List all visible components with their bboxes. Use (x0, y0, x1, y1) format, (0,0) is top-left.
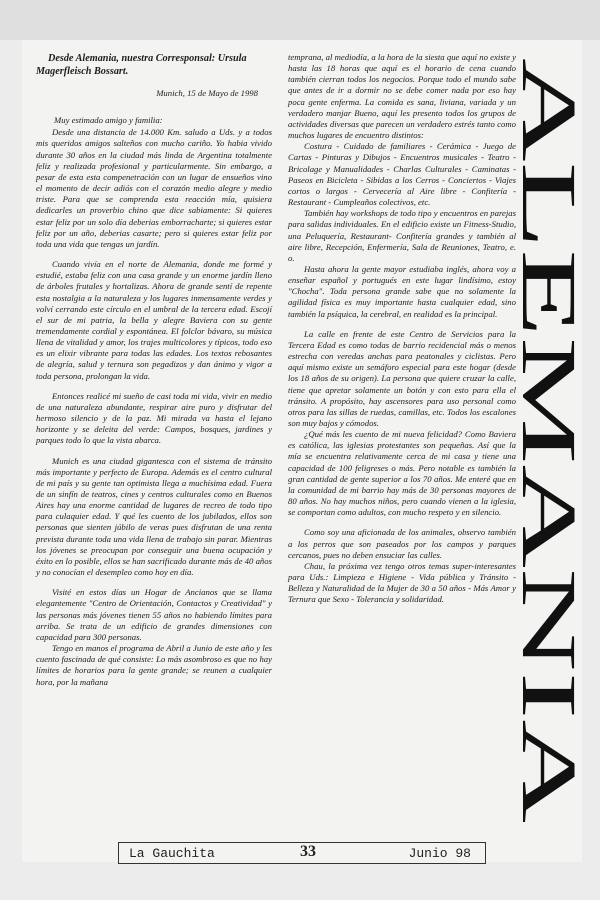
section-title-vertical (506, 58, 593, 828)
paragraph: Entonces realicé mi sueño de casi toda mi vida, vivir en medio de una naturaleza abundante, respirar aire puro y disfrutar del hermoso silencio y de la paz. Mi mirada va hasta el lejano horizonte y se deleita del verde: Campos, bosques, jardines y parques todo lo que la vista abarca. (36, 390, 272, 446)
scan-top-margin (0, 0, 600, 40)
page-number: 33 (300, 843, 316, 860)
paragraph: Munich es una ciudad gigantesca con el sistema de tránsito más importante y perfecto de Europa. Además es el centro cultural de mi país y su gente tan optimista llega a muchísima edad. Fuera de un sinfín de teatros, cines y centros culturales como en Buenos Aires hay una enorme cantidad de lugares de recreo de todo tipo para culaquier edad. Y qué les cuento de los jubilados, ellos son personas que sienten júbilo de veras pues disfrutan de una renta prevista durante toda una vida llena de trabajo sin parar. Mientras los jóvenes se preocupan por conseguir una buena ocupación y éxito en lo posible, ellos se han sacrificado durante más de 40 años y no conocían el desempleo como hoy en día. (36, 455, 272, 578)
activities-list: Costura - Cuidado de familiares - Cerámica - Juego de Cartas - Pinturas y Dibujos - Encuentros musicales - Teatro - Bricolage y Manualidades - Charlas Culturales - Caminatas - Paseos en Bicicleta - Sibidas a los Cerros - Conciertos - Viajes cortos o largos - Cervecería al Aire libre - Confitería - Restaurant - Cumpleaños colectivos, etc. (288, 141, 516, 208)
paragraph: Tengo en manos el programa de Abril a Junio de este año y les cuento fascinada de qué consiste: Lo más asombroso es que no hay límites de horarios para la gente grande; se reunen a cualquier hora, por la mañana (36, 643, 272, 687)
paragraph: La calle en frente de este Centro de Servicios para la Tercera Edad es como todas de barrio recidencial más o menos estrecha con veredas anchas para peatonales y ciclistas. Pero aquí mismo existe un semáforo especial para este hogar (desde los 18 años de su origen). La persona que quiere cruzar la calle, tiene que apretar solamente un botón y con esto para ella el tránsito. A propósito, hay ascensores para uso personal como otros para las sillas de ruedas, camillas, etc. Todos los escalones son muy bajos y cómodos. (288, 328, 516, 428)
page-footer (118, 842, 486, 864)
article-heading: Desde Alemania, nuestra Corresponsal: Ursula Magerfleisch Bossart. (36, 53, 247, 77)
paragraph: Como soy una aficionada de los animales, observo también a los perros que son paseados por los campos y parques cercanos, pues no deben ensuciar las calles. (288, 527, 516, 560)
paragraph: Hasta ahora la gente mayor estudiaba inglés, ahora voy a enseñar español y portugués en este lugar lindísimo, estoy "Chocha". Toda persona grande sabe que no solamente la agilidad física es muy importante hasta cualquier edad, sino también la psíquica, la cerebral, en realidad es la principal. (288, 263, 516, 319)
paragraph: ¿Qué más les cuento de mi nueva felicidad? Como Baviera es católica, las iglesias protestantes son pequeñas. Así que la mía se encuentra relativamente cerca de mi casa y tiene una capacidad de 100 feligreses o más. Pero notable es también la gran cantidad de gente superior a los 70 años. Me enteré que en la comunidad de mi barrio hay más de 30 personas mayores de 80 años. No hay muchos niños, pero cuando vienen a la iglesia, se comportan como adultos, con mucho respeto y en silencio. (288, 429, 516, 518)
paragraph-continuation: temprana, al mediodía, a la hora de la siesta que aquí no existe y hasta las 18 horas que aquí es el horario de cena cuando también cierran todos los negocios. Porque todo el mundo sabe que antes de ir a dormir no se debe comer nada por eso hay poca gente enferma. La comida es sana, liviana, variada y un verdadero manjar Bueno, aquí les presento todos los grupos de actividades diversas que parecen un verdadero estrés tanto como muchos lugares de encuentro distintos: (288, 52, 516, 141)
magazine-name: La Gauchita (129, 846, 215, 861)
paragraph: Visité en estos días un Hogar de Ancianos que se llama elegantemente "Centro de Orientación, Contactos y Creatividad" y las personas más jóvenes tienen 55 años no habiendo límites para arriba. Se trata de un edificio de grandes dimensiones con capacidad para 300 personas. (36, 587, 272, 642)
greeting: Muy estimado amigo y familia: (54, 115, 163, 126)
paragraph: Chau, la próxima vez tengo otros temas super-interesantes para Uds.: Limpieza e Higiene - Vida pública y Tránsito - Belleza y Naturalidad de la Mujer de 30 a 50 años - Más Amor y Ternura que Sexo - Tolerancia y solidaridad. (288, 560, 516, 605)
paragraph: Cuando vivía en el norte de Alemania, donde me formé y estudié, estaba feliz con una casa grande y un enorme jardín lleno de árboles frutales y hortalizas. Ahora de grande sentí de repente esta nostalgia a la naturaleza y los lugares inmensamente verdes y volví cerrando este círculo en el umbral de la tercera edad. Escojí el sur de mi patria, la bella y alegre Baviera con su gente tremendamente cordial y espontánea. El folclor bávaro, su música llena de vitalidad y amor, los trajes multicolores y típicos, todo eso es un elixir vibrante para todas las edades. Los textos rebosantes de alegría, salud y ternura son pegadizos y dan ánimo y vigor a toda persona, prolongan la vida. (36, 259, 272, 381)
right-column (288, 52, 516, 606)
paragraph: Desde una distancia de 14.000 Km. saludo a Uds. y a todos mis queridos amigos salteños con mucho cariño. Yo habia vivido durante 30 años en la ciudad más linda de Argentina totalmente feliz y realizada profesional y particularmente. Sin embargo, a pesar de esta esta compenetración con un lugar de ensueños vino el momento de decir adiós con el corazón medio alegre y medio triste. Para que se comprenda esta reacción mía, quisiera dedicarles un proverbio chino que dice sabiamente: Si quieres estar feliz por un solo día deberias emborracharte; si quieres estar feliz por un año, deberias casarte; pero si quieres estar feliz por toda una vida que tengas un jardín. (36, 127, 272, 249)
issue-date: Junio 98 (408, 846, 471, 861)
paragraph: También hay workshops de todo tipo y encuentros en parejas para salidas individuales. En el edificio existe un Fitness-Studio, una Peluquería, Restaurant- Confitería grandes y también al aire libre, Recepción, Enfermería, Sala de Reuniones, Teatro, e. o. (288, 208, 516, 263)
dateline: Munich, 15 de Mayo de 1998 (156, 88, 258, 98)
section-title-text: ALEMANIA (506, 58, 593, 474)
left-column (36, 52, 272, 688)
